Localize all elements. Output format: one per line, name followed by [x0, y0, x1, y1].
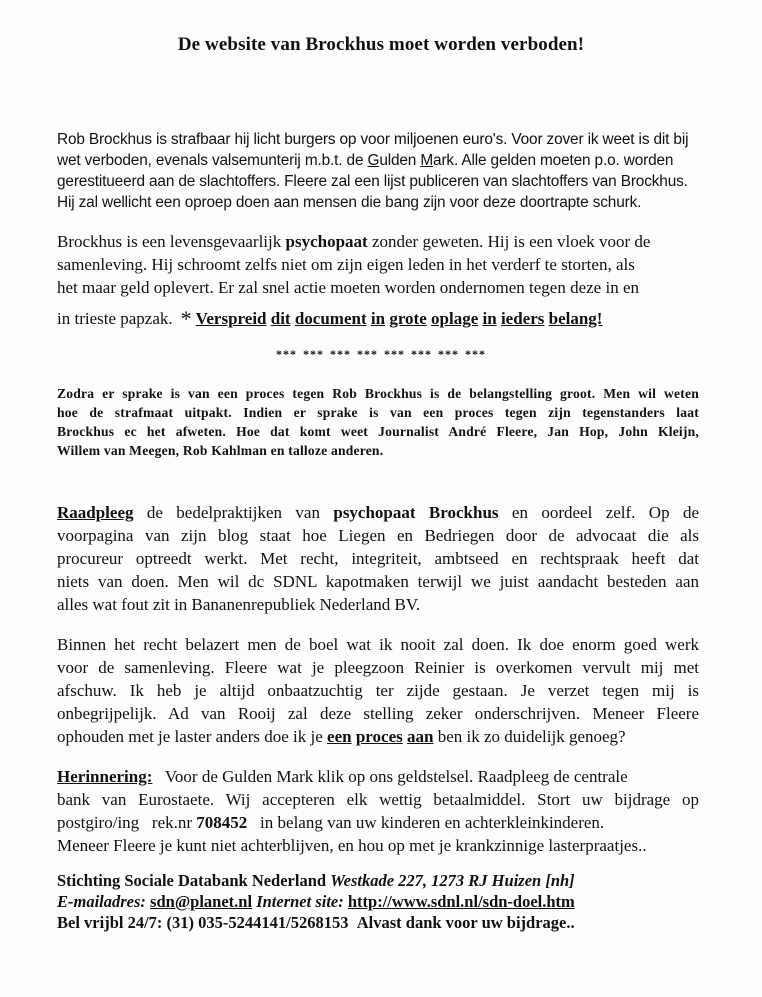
text-line [57, 727, 699, 747]
text-segment: zonder geweten. Hij is een vloek voor de [367, 232, 651, 251]
text-segment: ark. Alle gelden moeten p.o. worden [433, 152, 674, 169]
link-een[interactable]: een [327, 727, 352, 746]
text-line [57, 767, 699, 787]
gulden-initial: G [367, 152, 380, 169]
document-title: De website van Brockhus moet worden verboden! [177, 34, 585, 55]
star-group: *** [411, 347, 432, 361]
text-line: niets van doen. Men wil dc SDNL kapotmaken terwijl we juist aandacht besteden aan [57, 572, 699, 591]
text-line: Brockhus ec het afweten. Hoe dat komt weet Journalist André Fleere, Jan Hop, John Kleijn, [57, 424, 699, 439]
account-number: 708452 [196, 813, 248, 832]
text-line [57, 232, 699, 252]
star-group: *** [465, 347, 486, 361]
text-segment: ulden [379, 152, 421, 169]
text-segment: ophouden met je laster anders doe ik je [57, 727, 328, 746]
mark-initial: M [420, 152, 434, 169]
thanks-text: Alvast dank voor uw bijdrage.. [356, 913, 575, 932]
cta-word: in [482, 309, 497, 328]
cta-word: dit [270, 309, 291, 328]
star-group: *** [303, 347, 324, 361]
star-group: *** [276, 347, 297, 361]
text-line: hoe de strafmaat uitpakt. Indien er sprake is van een proces tegen zijn tegenstanders laat [57, 405, 699, 420]
star-group: *** [330, 347, 351, 361]
text-line: gerestitueerd aan de slachtoffers. Fleere zal een lijst publiceren van slachtoffers van Brockhus. [57, 173, 688, 190]
raadpleeg-link[interactable]: Raadpleeg [57, 503, 134, 522]
text-segment: Voor de Gulden Mark klik op ons geldstelsel. Raadpleeg de centrale [152, 767, 628, 786]
text-segment: ben ik zo duidelijk genoeg? [433, 727, 626, 746]
star-group: *** [438, 347, 459, 361]
cta-word: document [294, 309, 367, 328]
cta-word: oplage [431, 309, 479, 328]
star-group: *** [384, 347, 405, 361]
text-line: Willem van Meegen, Rob Kahlman en talloze anderen. [57, 443, 384, 458]
address: Westkade 227, 1273 RJ Huizen [nh] [330, 871, 575, 890]
text-line [57, 152, 699, 170]
text-segment: Brockhus is een levensgevaarlijk [57, 232, 286, 251]
text-line: Rob Brockhus is strafbaar hij licht burgers op voor miljoenen euro's. Voor zover ik weet is dit bij [57, 131, 689, 148]
text-segment: en oordeel zelf. Op de [498, 503, 699, 522]
link-proces[interactable]: proces [355, 727, 403, 746]
text-segment: wet verboden, evenals valsemunterij m.b.t. de [57, 152, 368, 169]
cta-word: grote [389, 309, 427, 328]
text-line: onbegrijpelijk. Ad van Rooij zal deze stelling zeker onderschrijven. Meneer Fleere [57, 704, 699, 723]
text-line: alles wat fout zit in Bananenrepubliek Nederland BV. [57, 595, 421, 614]
phone-number: Bel vrijbl 24/7: (31) 035-5244141/5268153 [57, 913, 349, 932]
text-line: bank van Eurostaete. Wij accepteren elk wettig betaalmiddel. Stort uw bijdrage op [57, 790, 699, 809]
text-line: voorpagina van zijn blog staat hoe Liegen en Bedriegen door de advocaat die als [57, 526, 699, 545]
cta-word: belang! [548, 309, 603, 328]
cta-word: in [370, 309, 386, 328]
organization-name: Stichting Sociale Databank Nederland [57, 871, 327, 890]
cta-word: Verspreid [195, 309, 267, 328]
text-line: samenleving. Hij schroomt zelfs niet om zijn eigen leden in het verderf te storten, als [57, 255, 635, 274]
text-segment: de bedelpraktijken van [133, 503, 334, 522]
text-line [57, 304, 699, 330]
text-line [57, 813, 699, 833]
text-line [57, 913, 699, 933]
text-segment: postgiro/ing rek.nr [57, 813, 197, 832]
text-segment: in belang van uw kinderen en achterkleinkinderen. [247, 813, 605, 832]
reminder-label: Herinnering: [57, 767, 153, 786]
text-line [57, 503, 699, 523]
text-line: Meneer Fleere je kunt niet achterblijven, en hou op met je krankzinnige lasterpraatjes.. [57, 836, 647, 855]
star-separator [0, 347, 762, 362]
text-line: het maar geld oplevert. Er zal snel actie moeten worden ondernomen tegen deze in en [57, 278, 640, 297]
star-group: *** [357, 347, 378, 361]
website-link[interactable]: http://www.sdnl.nl/sdn-doel.htm [347, 892, 575, 911]
text-line: procureur optreedt werkt. Met recht, integriteit, ambtseed en rechtspraak heeft dat [57, 549, 699, 568]
asterisk-icon: * [180, 306, 192, 331]
call-to-action [196, 309, 603, 328]
bold-term: psychopaat Brockhus [333, 503, 499, 522]
text-line: Binnen het recht belazert men de boel wat ik nooit zal doen. Ik doe enorm goed werk [57, 635, 699, 654]
cta-word: ieders [500, 309, 545, 328]
email-link[interactable]: sdn@planet.nl [150, 892, 253, 911]
text-line [57, 871, 699, 891]
link-aan[interactable]: aan [406, 727, 434, 746]
text-line: Zodra er sprake is van een proces tegen Rob Brockhus is de belangstelling groot. Men wil weten [57, 386, 699, 401]
bold-term: psychopaat [285, 232, 368, 251]
text-line: Hij zal wellicht een oproep doen aan mensen die bang zijn voor deze doortrapte schurk. [57, 194, 642, 211]
site-label: Internet site: [256, 892, 344, 911]
email-label: E-mailadres: [57, 892, 146, 911]
text-segment: in trieste papzak. [57, 309, 173, 328]
text-line [57, 892, 699, 912]
text-line: voor de samenleving. Fleere wat je pleegzoon Reinier is overkomen vervult mij met [57, 658, 699, 677]
text-line: afschuw. Ik heb je altijd onbaatzuchtig ter zijde gestaan. Je verzet tegen mij is [57, 681, 699, 700]
